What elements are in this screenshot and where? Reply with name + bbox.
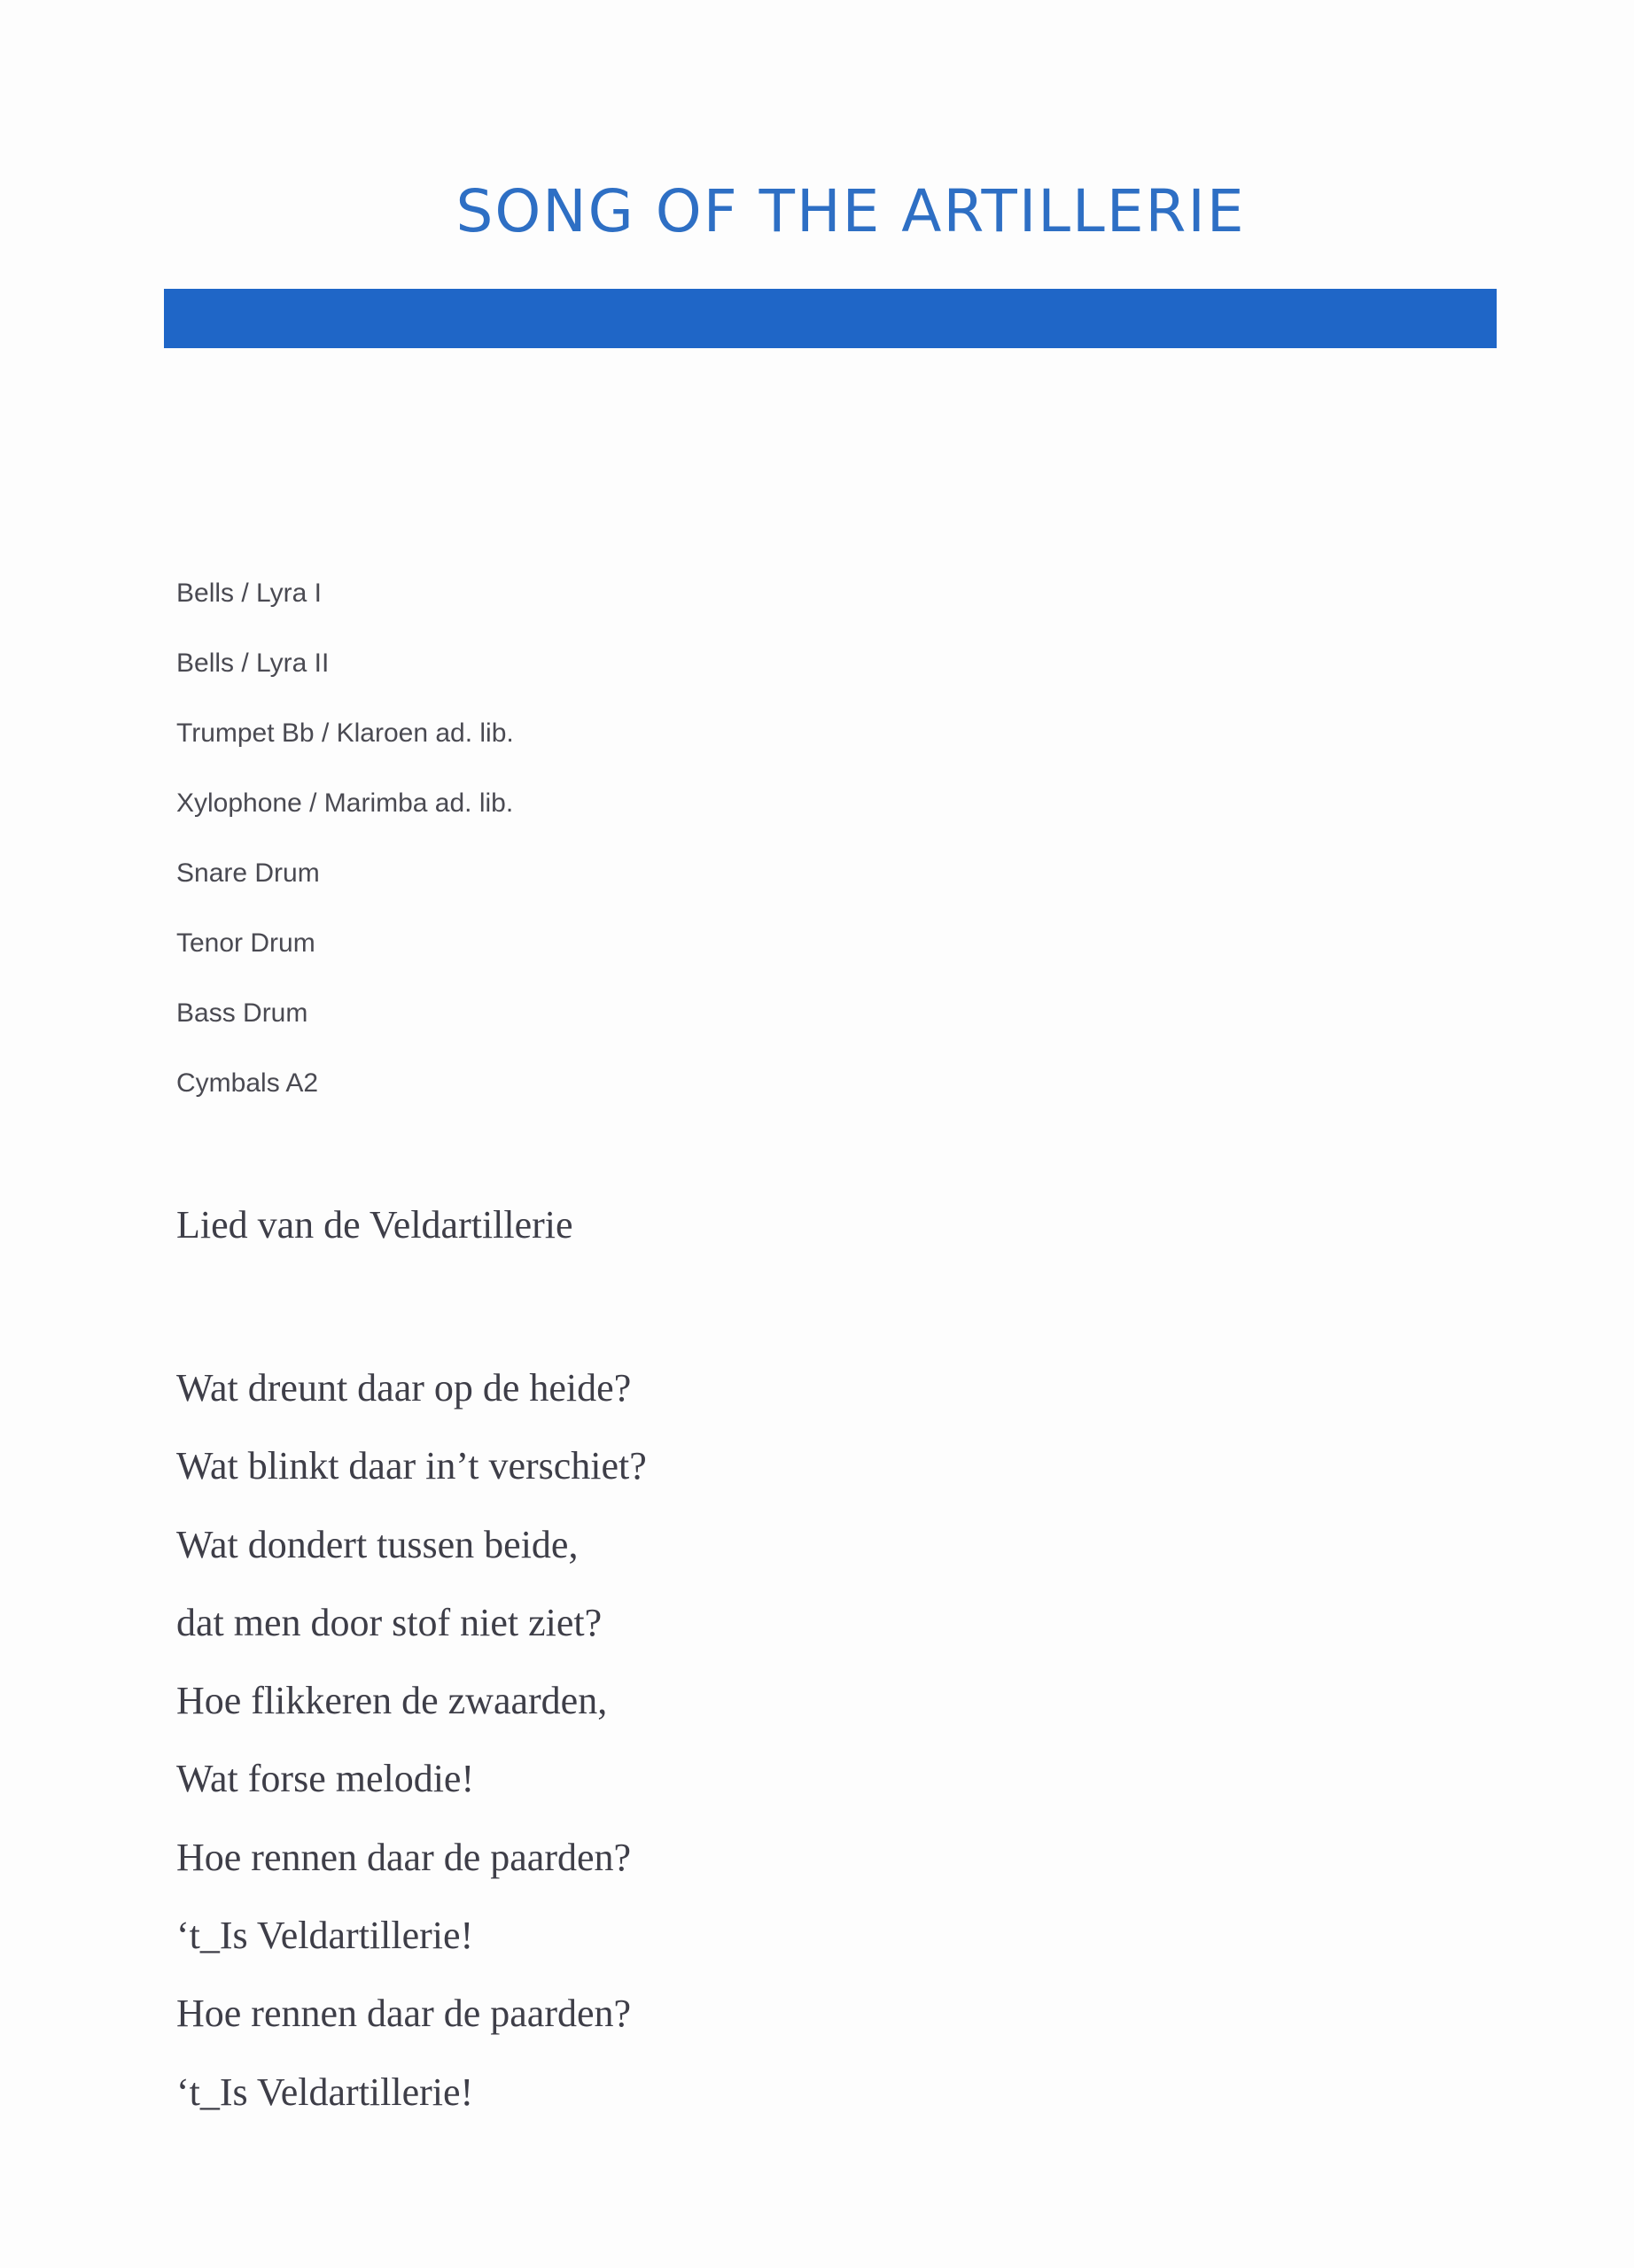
title-underline-bar [164, 289, 1497, 348]
instrument-item: Bells / Lyra II [176, 649, 330, 678]
lyric-line: Wat dreunt daar op de heide? [176, 1366, 632, 1410]
instrument-item: Bass Drum [176, 998, 308, 1028]
lyric-line: Wat blinkt daar in’t verschiet? [176, 1444, 647, 1488]
lyric-line: ‘t_Is Veldartillerie! [176, 2070, 474, 2114]
instrument-item: Tenor Drum [176, 928, 315, 958]
instrument-item: Bells / Lyra I [176, 579, 322, 608]
instrument-item: Trumpet Bb / Klaroen ad. lib. [176, 718, 514, 748]
lyric-line: Wat forse melodie! [176, 1757, 475, 1801]
instrument-item: Snare Drum [176, 858, 320, 888]
instrument-list [176, 574, 514, 1134]
instrument-item: Xylophone / Marimba ad. lib. [176, 788, 514, 818]
lyric-line: Hoe flikkeren de zwaarden, [176, 1679, 608, 1723]
page-title: SONG OF THE ARTILLERIE [455, 177, 1246, 245]
lyrics-block [176, 1362, 647, 2144]
lyric-line: Hoe rennen daar de paarden? [176, 1992, 632, 2036]
lyric-line: dat men door stof niet ziet? [176, 1600, 603, 1644]
song-title: Lied van de Veldartillerie [176, 1203, 573, 1247]
lyric-line: Hoe rennen daar de paarden? [176, 1835, 632, 1879]
lyric-line: Wat dondert tussen beide, [176, 1522, 579, 1566]
lyric-line: ‘t_Is Veldartillerie! [176, 1914, 474, 1958]
instrument-item: Cymbals A2 [176, 1068, 319, 1098]
